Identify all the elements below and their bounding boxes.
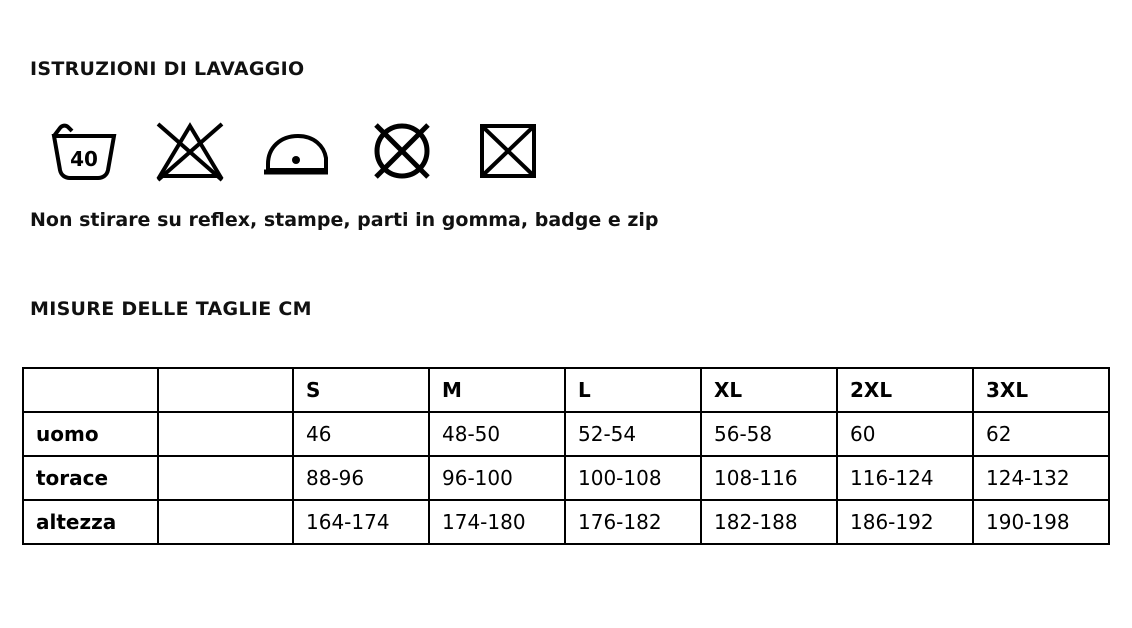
table-cell: 174-180: [429, 500, 565, 544]
table-header-cell: S: [293, 368, 429, 412]
ironing-note: Non stirare su reflex, stampe, parti in gomma, badge e zip: [30, 209, 659, 231]
table-cell: 186-192: [837, 500, 973, 544]
do-not-dry-clean-icon: [366, 118, 438, 184]
table-row-label: torace: [23, 456, 158, 500]
table-header-cell: [23, 368, 158, 412]
table-header-cell: L: [565, 368, 701, 412]
table-cell: 164-174: [293, 500, 429, 544]
table-cell: 62: [973, 412, 1109, 456]
table-cell: [158, 456, 293, 500]
table-header-cell: XL: [701, 368, 837, 412]
table-header-cell: 3XL: [973, 368, 1109, 412]
table-cell: 100-108: [565, 456, 701, 500]
table-cell: 48-50: [429, 412, 565, 456]
do-not-bleach-icon: [154, 118, 226, 184]
table-header-row: [23, 368, 1109, 412]
table-cell: 176-182: [565, 500, 701, 544]
table-header-cell: M: [429, 368, 565, 412]
table-cell: 116-124: [837, 456, 973, 500]
size-table: [22, 367, 1110, 545]
size-measurements-heading: MISURE DELLE TAGLIE CM: [30, 298, 312, 320]
table-cell: 96-100: [429, 456, 565, 500]
svg-text:40: 40: [70, 147, 98, 171]
table-header-cell: 2XL: [837, 368, 973, 412]
table-cell: 182-188: [701, 500, 837, 544]
table-row: [23, 456, 1109, 500]
do-not-tumble-dry-icon: [472, 118, 544, 184]
table-cell: [158, 412, 293, 456]
iron-low-temperature-icon: [260, 118, 332, 184]
table-row-label: uomo: [23, 412, 158, 456]
table-row: [23, 500, 1109, 544]
table-row: [23, 412, 1109, 456]
table-header-cell: [158, 368, 293, 412]
table-cell: 52-54: [565, 412, 701, 456]
table-cell: 124-132: [973, 456, 1109, 500]
table-cell: 190-198: [973, 500, 1109, 544]
table-cell: 88-96: [293, 456, 429, 500]
table-cell: 56-58: [701, 412, 837, 456]
table-row-label: altezza: [23, 500, 158, 544]
table-cell: [158, 500, 293, 544]
wash-40-icon: [48, 118, 120, 184]
care-symbols-row: [48, 118, 544, 184]
washing-instructions-heading: ISTRUZIONI DI LAVAGGIO: [30, 58, 305, 80]
table-cell: 60: [837, 412, 973, 456]
table-cell: 46: [293, 412, 429, 456]
table-cell: 108-116: [701, 456, 837, 500]
